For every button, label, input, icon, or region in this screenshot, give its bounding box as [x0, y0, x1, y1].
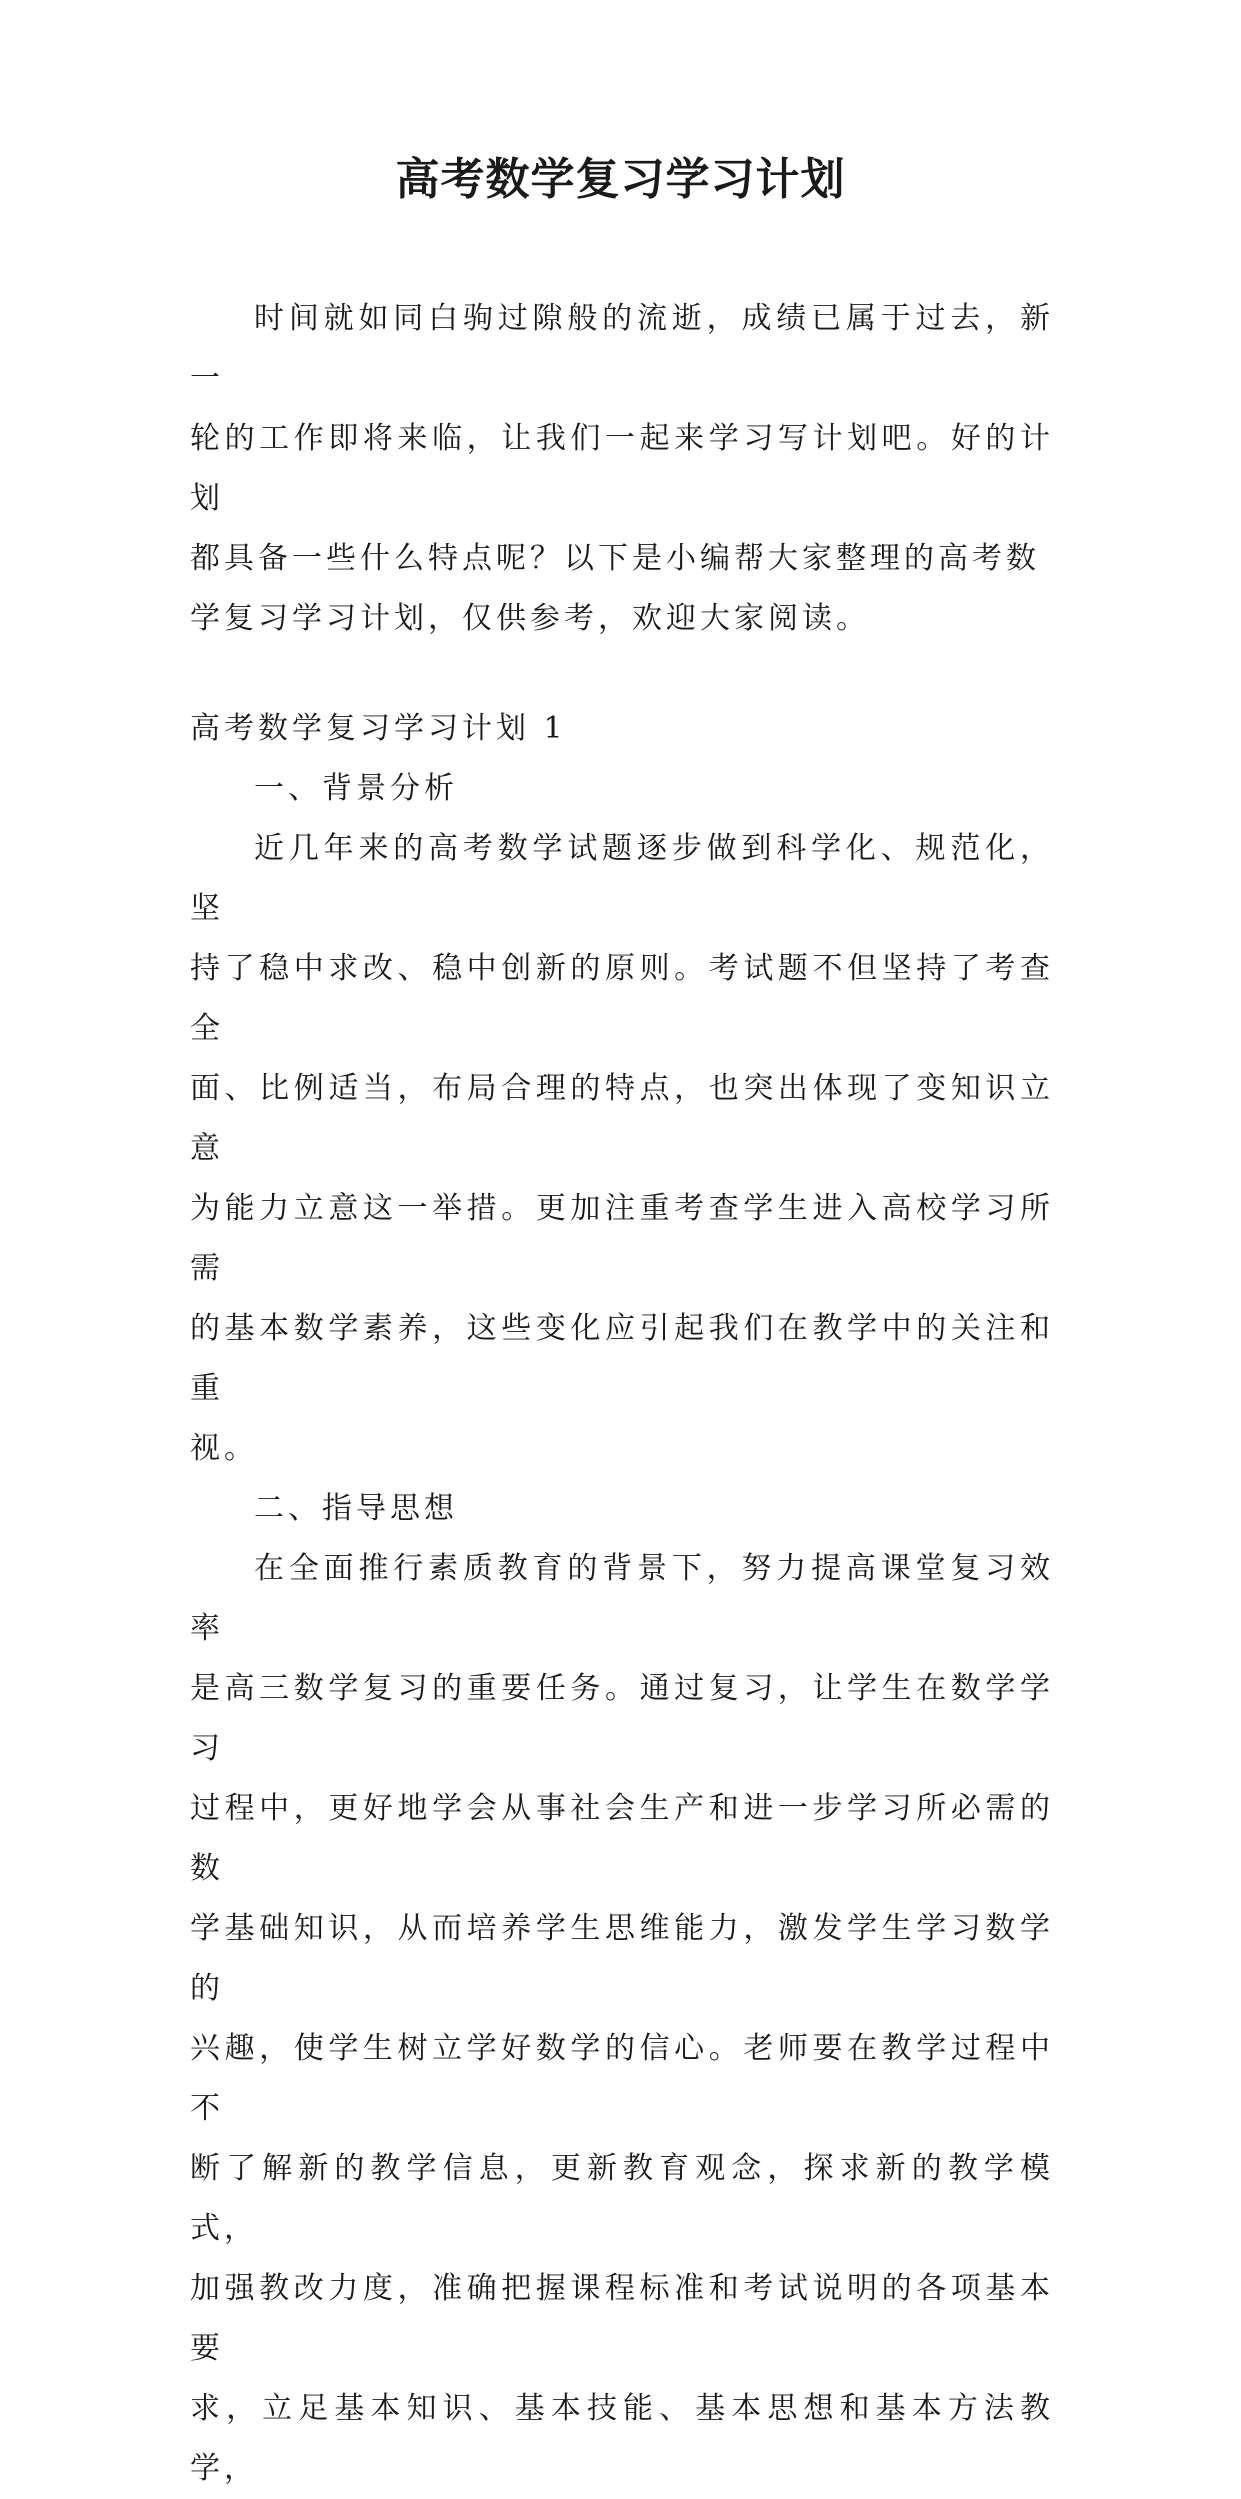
paragraph-line: 持了稳中求改、稳中创新的原则。考试题不但坚持了考查全 — [190, 951, 1054, 1046]
paragraph-line: 在全面推行素质教育的背景下，努力提高课堂复习效率 — [190, 1551, 1054, 1646]
paragraph-guiding-ideology — [190, 1539, 1054, 2499]
paragraph-line: 视。 — [190, 1431, 258, 1466]
spacer — [190, 649, 1054, 699]
paragraph-line: 加强教改力度，准确把握课程标准和考试说明的各项基本要 — [190, 2271, 1054, 2366]
paragraph-line: 面、比例适当，布局合理的特点，也突出体现了变知识立意 — [190, 1071, 1054, 1166]
section-title: 高考数学复习学习计划 1 — [190, 711, 567, 746]
paragraph-line: 的基本数学素养，这些变化应引起我们在教学中的关注和重 — [190, 1311, 1054, 1406]
paragraph-background-analysis — [190, 819, 1054, 1479]
intro-paragraph — [190, 289, 1054, 649]
paragraph-line: 断了解新的教学信息，更新教育观念，探求新的教学模式， — [190, 2151, 1054, 2246]
intro-line: 时间就如同白驹过隙般的流逝，成绩已属于过去，新一 — [190, 301, 1054, 396]
paragraph-line: 过程中，更好地学会从事社会生产和进一步学习所必需的数 — [190, 1791, 1054, 1886]
document-title: 高考数学复习学习计划 — [395, 154, 846, 205]
paragraph-line: 近几年来的高考数学试题逐步做到科学化、规范化，坚 — [190, 831, 1054, 926]
paragraph-line: 是高三数学复习的重要任务。通过复习，让学生在数学学习 — [190, 1671, 1054, 1766]
heading-guiding-ideology: 二、指导思想 — [254, 1491, 458, 1526]
paragraph-line: 为能力立意这一举措。更加注重考查学生进入高校学习所需 — [190, 1191, 1054, 1286]
intro-line: 学复习学习计划，仅供参考，欢迎大家阅读。 — [190, 601, 870, 636]
intro-line: 轮的工作即将来临，让我们一起来学习写计划吧。好的计划 — [190, 421, 1054, 516]
intro-line: 都具备一些什么特点呢？以下是小编帮大家整理的高考数 — [190, 541, 1040, 576]
document-body — [190, 289, 1054, 2499]
heading-background-analysis: 一、背景分析 — [254, 771, 458, 806]
paragraph-line: 求，立足基本知识、基本技能、基本思想和基本方法教学， — [190, 2391, 1054, 2486]
paragraph-line: 兴趣，使学生树立学好数学的信心。老师要在教学过程中不 — [190, 2031, 1054, 2126]
paragraph-line: 学基础知识，从而培养学生思维能力，激发学生学习数学的 — [190, 1911, 1054, 2006]
